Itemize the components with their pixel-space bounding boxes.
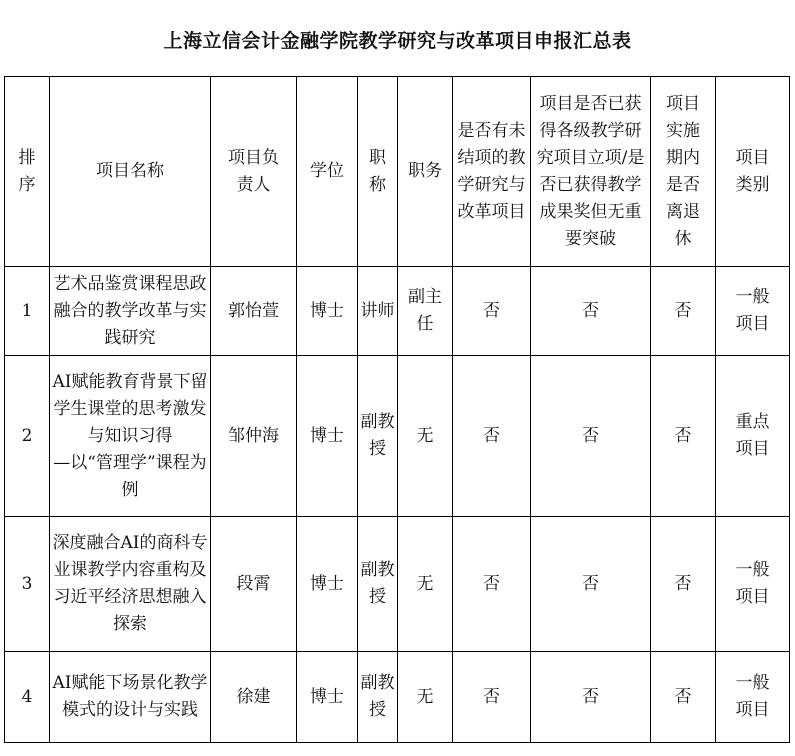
cell-rank: 1: [5, 267, 50, 356]
cell-rank: 3: [5, 517, 50, 652]
header-awarded: 项目是否已获得各级教学研究项目立项/是否已获得教学成果奖但无重要突破: [531, 77, 651, 267]
cell-retire: 否: [651, 652, 716, 743]
cell-category: 重点项目: [716, 356, 790, 517]
cell-name: AI赋能下场景化教学模式的设计与实践: [50, 652, 211, 743]
table-row: [5, 356, 790, 517]
cell-retire: 否: [651, 356, 716, 517]
table-row: [5, 267, 790, 356]
cell-category: 一般项目: [716, 267, 790, 356]
cell-degree: 博士: [297, 652, 358, 743]
cell-name: 深度融合AI的商科专业课教学内容重构及习近平经济思想融入探索: [50, 517, 211, 652]
cell-retire: 否: [651, 267, 716, 356]
cell-awarded: 否: [531, 517, 651, 652]
header-rank: 排序: [5, 77, 50, 267]
project-summary-table: [4, 76, 790, 743]
cell-category: 一般项目: [716, 652, 790, 743]
page-title: 上海立信会计金融学院教学研究与改革项目申报汇总表: [163, 30, 632, 52]
cell-title-rank: 副教授: [358, 652, 398, 743]
header-position: 职务: [398, 77, 453, 267]
cell-unfinished: 否: [453, 517, 531, 652]
cell-leader: 郭怡萱: [211, 267, 297, 356]
cell-degree: 博士: [297, 517, 358, 652]
header-name: 项目名称: [50, 77, 211, 267]
cell-position: 无: [398, 652, 453, 743]
cell-position: 副主任: [398, 267, 453, 356]
table-row: [5, 517, 790, 652]
header-category: 项目类别: [716, 77, 790, 267]
cell-unfinished: 否: [453, 356, 531, 517]
cell-awarded: 否: [531, 356, 651, 517]
cell-leader: 邹仲海: [211, 356, 297, 517]
cell-leader: 徐建: [211, 652, 297, 743]
cell-degree: 博士: [297, 356, 358, 517]
header-leader: 项目负责人: [211, 77, 297, 267]
header-degree: 学位: [297, 77, 358, 267]
cell-title-rank: 副教授: [358, 356, 398, 517]
cell-position: 无: [398, 517, 453, 652]
cell-rank: 4: [5, 652, 50, 743]
cell-category: 一般项目: [716, 517, 790, 652]
header-title-rank: 职称: [358, 77, 398, 267]
header-unfinished: 是否有未结项的教学研究与改革项目: [453, 77, 531, 267]
cell-leader: 段霄: [211, 517, 297, 652]
cell-awarded: 否: [531, 652, 651, 743]
cell-title-rank: 讲师: [358, 267, 398, 356]
cell-position: 无: [398, 356, 453, 517]
cell-awarded: 否: [531, 267, 651, 356]
cell-name: AI赋能教育背景下留学生课堂的思考激发与知识习得 —以“管理学”课程为例: [50, 356, 211, 517]
cell-name: 艺术品鉴赏课程思政融合的教学改革与实践研究: [50, 267, 211, 356]
table-header-row: [5, 77, 790, 267]
cell-rank: 2: [5, 356, 50, 517]
header-retire: 项目实施期内是否离退休: [651, 77, 716, 267]
table-row: [5, 652, 790, 743]
cell-unfinished: 否: [453, 267, 531, 356]
cell-degree: 博士: [297, 267, 358, 356]
cell-unfinished: 否: [453, 652, 531, 743]
cell-retire: 否: [651, 517, 716, 652]
cell-title-rank: 副教授: [358, 517, 398, 652]
